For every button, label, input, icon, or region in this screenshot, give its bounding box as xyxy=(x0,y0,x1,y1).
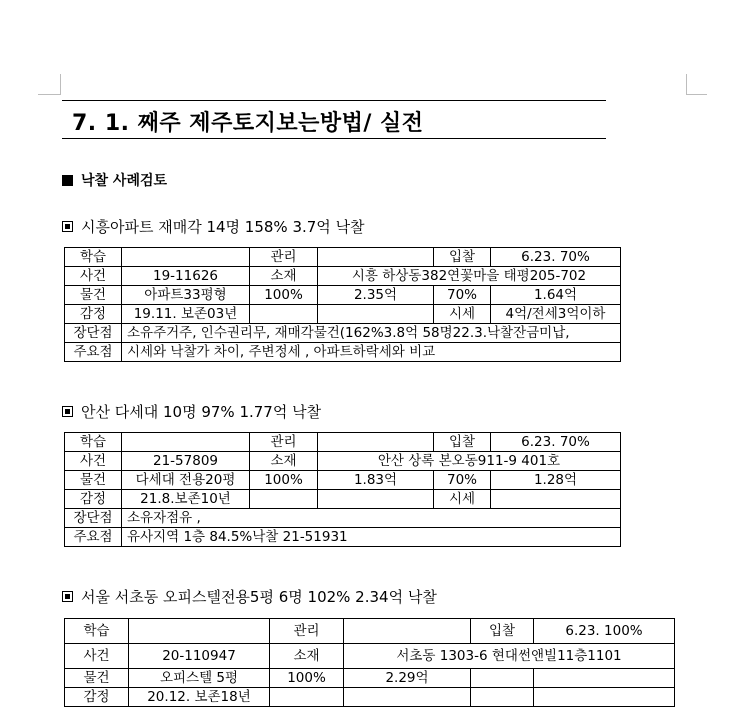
cell-value xyxy=(344,619,471,644)
cell-value: 2.29억 xyxy=(344,669,471,688)
cell-value: 1.83억 xyxy=(318,471,434,490)
case-heading-3 xyxy=(62,586,437,607)
cell-value: 21.8.보존10년 xyxy=(122,490,250,509)
cell-label: 소재 xyxy=(270,644,344,669)
cell-label: 사건 xyxy=(65,452,122,471)
title-rule-top xyxy=(62,100,606,101)
cell-label: 시세 xyxy=(434,305,491,324)
cell-label: 감정 xyxy=(65,490,122,509)
cell-value: 70% xyxy=(434,286,491,305)
cell-value: 70% xyxy=(434,471,491,490)
title-rule-bottom xyxy=(62,138,606,139)
cell-label: 관리 xyxy=(250,433,318,452)
table-row xyxy=(65,619,675,644)
cell-label: 주요점 xyxy=(65,528,122,547)
cell-value: 20-110947 xyxy=(129,644,270,669)
table-row xyxy=(65,644,675,669)
table-row xyxy=(65,248,621,267)
cell-value xyxy=(122,433,250,452)
cell-value xyxy=(250,490,318,509)
cell-label: 시세 xyxy=(434,490,491,509)
table-row xyxy=(65,343,621,362)
cell-value: 다세대 전용20평 xyxy=(122,471,250,490)
table-row xyxy=(65,267,621,286)
cell-label: 사건 xyxy=(65,267,122,286)
cell-value xyxy=(122,248,250,267)
cell-value: 오피스텔 5평 xyxy=(129,669,270,688)
cell-label: 감정 xyxy=(65,688,129,707)
cell-label: 물건 xyxy=(65,669,129,688)
table-row xyxy=(65,688,675,707)
section-heading xyxy=(62,170,167,190)
cell-value: 19-11626 xyxy=(122,267,250,286)
filled-square-bullet-icon xyxy=(62,175,73,186)
table-row xyxy=(65,286,621,305)
cell-value: 20.12. 보존18년 xyxy=(129,688,270,707)
cell-value xyxy=(250,305,318,324)
boxed-square-bullet-icon xyxy=(62,406,73,417)
cell-value: 소유자점유 , xyxy=(122,509,621,528)
cell-value: 유사지역 1층 84.5%낙찰 21-51931 xyxy=(122,528,621,547)
case-table-3 xyxy=(64,618,675,707)
cell-label: 장단점 xyxy=(65,509,122,528)
cell-label: 주요점 xyxy=(65,343,122,362)
case-heading-text: 서울 서초동 오피스텔전용5평 6명 102% 2.34억 낙찰 xyxy=(81,588,437,606)
page-corner-mark-top-right xyxy=(686,74,707,95)
case-table-2 xyxy=(64,432,621,547)
cell-value: 6.23. 70% xyxy=(491,433,621,452)
table-row xyxy=(65,471,621,490)
document-title: 7. 1. 째주 제주토지보는방법/ 실전 xyxy=(72,111,424,136)
cell-value: 소유주거주, 인수권리무, 재매각물건(162%3.8억 58명22.3.낙찰잔금미납, xyxy=(122,324,621,343)
cell-label: 사건 xyxy=(65,644,129,669)
table-row xyxy=(65,305,621,324)
cell-value: 아파트33평형 xyxy=(122,286,250,305)
cell-value: 21-57809 xyxy=(122,452,250,471)
cell-value: 서초동 1303-6 현대썬앤빌11층1101 xyxy=(344,644,675,669)
table-row xyxy=(65,490,621,509)
case-heading-text: 시흥아파트 재매각 14명 158% 3.7억 낙찰 xyxy=(81,218,365,236)
cell-label: 물건 xyxy=(65,471,122,490)
cell-value xyxy=(534,688,675,707)
cell-value xyxy=(534,669,675,688)
page-corner-mark-top-left xyxy=(38,74,61,95)
case-heading-text: 안산 다세대 10명 97% 1.77억 낙찰 xyxy=(81,403,322,421)
table-row xyxy=(65,433,621,452)
cell-value xyxy=(318,433,434,452)
cell-label: 입찰 xyxy=(434,248,491,267)
case-heading-1 xyxy=(62,216,365,237)
cell-label: 학습 xyxy=(65,433,122,452)
cell-value: 100% xyxy=(250,471,318,490)
cell-label: 입찰 xyxy=(434,433,491,452)
cell-value xyxy=(344,688,471,707)
cell-label: 학습 xyxy=(65,248,122,267)
cell-label: 감정 xyxy=(65,305,122,324)
cell-value: 안산 상록 본오동911-9 401호 xyxy=(318,452,621,471)
cell-value xyxy=(471,688,534,707)
table-row xyxy=(65,669,675,688)
cell-value: 시세와 낙찰가 차이, 주변정세 , 아파트하락세와 비교 xyxy=(122,343,621,362)
cell-value xyxy=(318,248,434,267)
cell-value: 6.23. 100% xyxy=(534,619,675,644)
cell-value xyxy=(318,305,434,324)
table-row xyxy=(65,324,621,343)
cell-label: 관리 xyxy=(270,619,344,644)
cell-value: 6.23. 70% xyxy=(491,248,621,267)
cell-value: 1.64억 xyxy=(491,286,621,305)
cell-label: 입찰 xyxy=(471,619,534,644)
boxed-square-bullet-icon xyxy=(62,591,73,602)
cell-value xyxy=(129,619,270,644)
cell-value: 19.11. 보존03년 xyxy=(122,305,250,324)
boxed-square-bullet-icon xyxy=(62,221,73,232)
cell-value: 시흥 하상동382연꽃마을 태평205-702 xyxy=(318,267,621,286)
cell-value xyxy=(471,669,534,688)
table-row xyxy=(65,452,621,471)
cell-value: 2.35억 xyxy=(318,286,434,305)
cell-value: 1.28억 xyxy=(491,471,621,490)
cell-label: 소재 xyxy=(250,452,318,471)
cell-label: 소재 xyxy=(250,267,318,286)
cell-label: 물건 xyxy=(65,286,122,305)
cell-value: 100% xyxy=(250,286,318,305)
cell-value xyxy=(318,490,434,509)
cell-value: 100% xyxy=(270,669,344,688)
table-row xyxy=(65,528,621,547)
case-heading-2 xyxy=(62,401,321,422)
case-table-1 xyxy=(64,247,621,362)
cell-value: 4억/전세3억이하 xyxy=(491,305,621,324)
cell-label: 장단점 xyxy=(65,324,122,343)
section-heading-text: 낙찰 사례검토 xyxy=(81,173,168,189)
cell-label: 관리 xyxy=(250,248,318,267)
cell-value xyxy=(270,688,344,707)
cell-value xyxy=(491,490,621,509)
cell-label: 학습 xyxy=(65,619,129,644)
table-row xyxy=(65,509,621,528)
